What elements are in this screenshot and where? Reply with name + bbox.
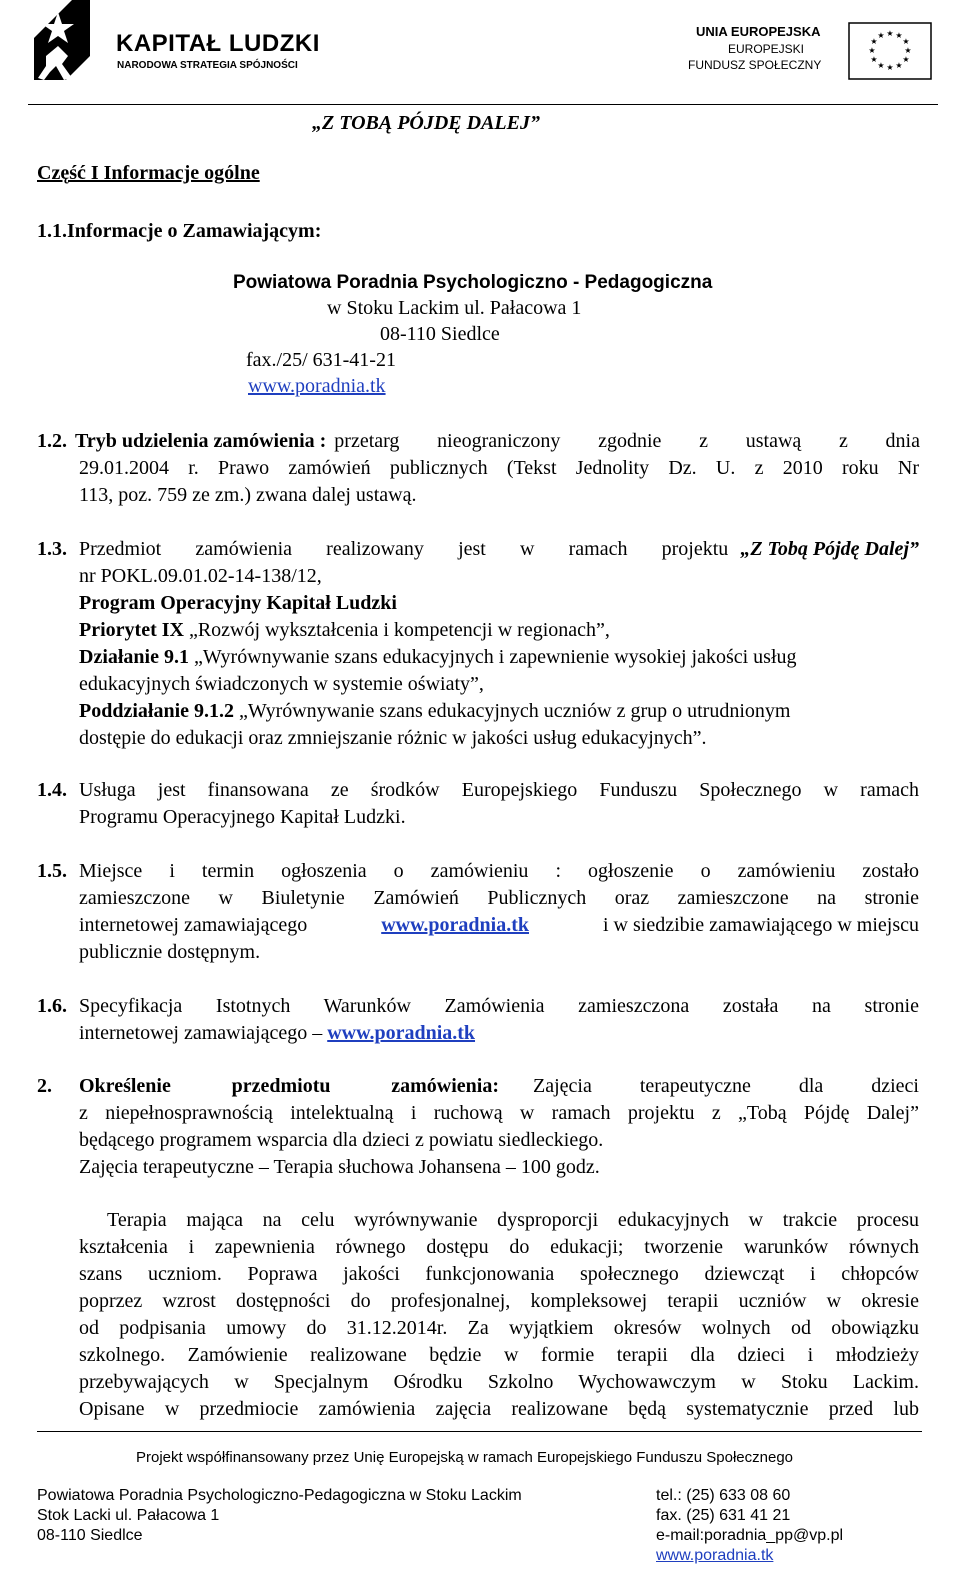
therapy-para-line5: od podpisania umowy do 31.12.2014r. Za wyjątkiem okresów wolnych od obowiązku [79,1317,919,1339]
section-1-1-heading: 1.1.Informacje o Zamawiającym: [37,220,322,242]
section-1-3-text1: Przedmiot zamówienia realizowany jest w ramach projektu [79,538,729,560]
svg-text:★: ★ [902,37,910,46]
footer-cofinance-note: Projekt współfinansowany przez Unię Europejską w ramach Europejskiego Funduszu Społecznego [136,1449,794,1466]
section-2-text1: Zajęcia terapeutyczne dla dzieci [533,1075,919,1097]
section-1-3-line1 [79,536,919,562]
svg-text:★: ★ [902,55,910,64]
footer-website-link[interactable]: www.poradnia.tk [656,1547,774,1564]
orderer-address-street: w Stoku Lackim ul. Pałacowa 1 [327,297,582,319]
subaction-line2: dostępie do edukacji oraz zmniejszanie różnic w jakości usług edukacyjnych”. [79,727,707,749]
priority-label: Priorytet IX [79,619,184,641]
project-title: „Z TOBĄ PÓJDĘ DALEJ” [312,112,540,134]
footer-email[interactable]: e-mail:poradnia_pp@vp.pl [656,1527,844,1544]
section-1-2-text1: przetarg nieograniczony zgodnie z ustawą z dnia [334,430,920,452]
project-name: „Z Tobą Pójdę Dalej” [740,538,919,560]
therapy-para-line4: poprzez wzrost dostępności do profesjonalnej, kompleksowej terapii uczniów w okresie [79,1290,919,1312]
therapy-para-line2: kształcenia i zapewnienia równego dostępu do edukacji; tworzenie warunków równych [79,1236,919,1258]
section-1-5-website-link[interactable]: www.poradnia.tk [381,914,530,936]
section-2-line1 [79,1073,919,1099]
therapy-para-line3: szans uczniom. Poprawa jakości funkcjonowania społecznego dziewcząt i chłopców [79,1263,919,1285]
orderer-fax: fax./25/ 631-41-21 [246,349,396,371]
section-2-number: 2. [37,1075,52,1097]
subaction-text: „Wyrównywanie szans edukacyjnych uczniów z grup o utrudnionym [239,700,791,722]
section-1-5-line1: Miejsce i termin ogłoszenia o zamówieniu : ogłoszenie o zamówieniu zostało [79,860,919,882]
section-1-4-line2: Programu Operacyjnego Kapitał Ludzki. [79,806,406,828]
section-1-2-line2: 29.01.2004 r. Prawo zamówień publicznych (Tekst Jednolity Dz. U. z 2010 roku Nr [79,457,919,479]
svg-text:★: ★ [870,55,878,64]
kapital-ludzki-emblem-icon [28,0,92,96]
eu-logo [686,22,936,82]
section-1-6-text-pre: internetowej zamawiającego – [79,1022,323,1044]
section-1-3-number: 1.3. [37,538,67,560]
svg-text:★: ★ [868,46,876,55]
section-2-label: Określenie przedmiotu zamówienia: [79,1075,499,1097]
eu-flag-icon [848,22,932,80]
svg-text:★: ★ [877,61,885,70]
svg-text:★: ★ [895,61,903,70]
priority-text: „Rozwój wykształcenia i kompetencji w regionach”, [188,619,610,641]
eu-logo-line2: EUROPEJSKI [728,42,805,56]
svg-text:★: ★ [895,31,903,40]
priority-line [79,617,919,643]
kapital-ludzki-title: KAPITAŁ LUDZKI [116,30,320,57]
program-name: Program Operacyjny Kapitał Ludzki [79,592,397,614]
section-2-line2: z niepełnosprawnością intelektualną i ruchową w ramach projektu z „Tobą Pójdę Dalej” [79,1102,919,1124]
subaction-label: Poddziałanie 9.1.2 [79,700,235,722]
svg-text:★: ★ [877,31,885,40]
header-rule [28,104,938,105]
therapy-para-line6: szkolnego. Zamówienie realizowane będzie w formie terapii dla dzieci i młodzieży [79,1344,919,1366]
section-1-6-line2 [79,1020,919,1046]
section-1-3-line2: nr POKL.09.01.02-14-138/12, [79,565,322,587]
kapital-ludzki-logo [28,0,328,96]
footer-org-name: Powiatowa Poradnia Psychologiczno-Pedagogiczna w Stoku Lackim [37,1487,522,1504]
footer-city: 08-110 Siedlce [37,1527,143,1544]
section-1-6-website-link[interactable]: www.poradnia.tk [327,1022,476,1044]
action-line [79,644,919,670]
orderer-name: Powiatowa Poradnia Psychologiczno - Pedagogiczna [233,272,713,293]
action-line2: edukacyjnych świadczonych w systemie oświaty”, [79,673,484,695]
eu-logo-line1: UNIA EUROPEJSKA [696,24,821,39]
section-1-6-number: 1.6. [37,995,67,1017]
section-1-2-line1 [75,428,920,454]
section-2-line4: Zajęcia terapeutyczne – Terapia słuchowa Johansena – 100 godz. [79,1156,600,1178]
therapy-para-line7: przebywających w Specjalnym Ośrodku Szkolno Wychowawczym w Stoku Lackim. [79,1371,919,1393]
section-1-5-number: 1.5. [37,860,67,882]
footer-fax: fax. (25) 631 41 21 [656,1507,791,1524]
action-label: Działanie 9.1 [79,646,189,668]
footer-tel: tel.: (25) 633 08 60 [656,1487,791,1504]
svg-text:★: ★ [886,29,894,38]
therapy-para-line8: Opisane w przedmiocie zamówienia zajęcia realizowane będą systematycznie przed lub [79,1398,919,1420]
section-1-5-line2: zamieszczone w Biuletynie Zamówień Publicznych oraz zamieszczone na stronie [79,887,919,909]
footer-street: Stok Lacki ul. Pałacowa 1 [37,1507,220,1524]
svg-text:★: ★ [886,63,894,72]
section-1-2-label: Tryb udzielenia zamówienia : [75,430,327,452]
footer-rule [37,1431,922,1432]
orderer-website-link[interactable]: www.poradnia.tk [248,375,386,397]
section-1-2-line3: 113, poz. 759 ze zm.) zwana dalej ustawą. [79,484,417,506]
kapital-ludzki-subtitle: NARODOWA STRATEGIA SPÓJNOŚCI [117,60,298,71]
svg-text:★: ★ [870,37,878,46]
section-2-line3: będącego programem wsparcia dla dzieci z powiatu siedleckiego. [79,1129,604,1151]
part-heading: Część I Informacje ogólne [37,162,260,184]
section-1-2-number: 1.2. [37,430,67,452]
section-1-4-number: 1.4. [37,779,67,801]
section-1-6-line1: Specyfikacja Istotnych Warunków Zamówienia zamieszczona została na stronie [79,995,919,1017]
action-text: „Wyrównywanie szans edukacyjnych i zapewnienie wysokiej jakości usług [194,646,797,668]
section-1-4-line1: Usługa jest finansowana ze środków Europejskiego Funduszu Społecznego w ramach [79,779,919,801]
eu-logo-line3: FUNDUSZ SPOŁECZNY [688,58,822,72]
orderer-address-city: 08-110 Siedlce [380,323,500,345]
section-1-5-text-post: i w siedzibie zamawiającego w miejscu [603,914,919,936]
section-1-5-line4: publicznie dostępnym. [79,941,261,963]
subaction-line [79,698,919,724]
therapy-para-line1: Terapia mająca na celu wyrównywanie dysproporcji edukacyjnych w trakcie procesu [107,1209,919,1231]
section-1-5-text-pre: internetowej zamawiającego [79,914,308,936]
svg-text:★: ★ [904,46,912,55]
section-1-5-line3 [79,912,919,938]
